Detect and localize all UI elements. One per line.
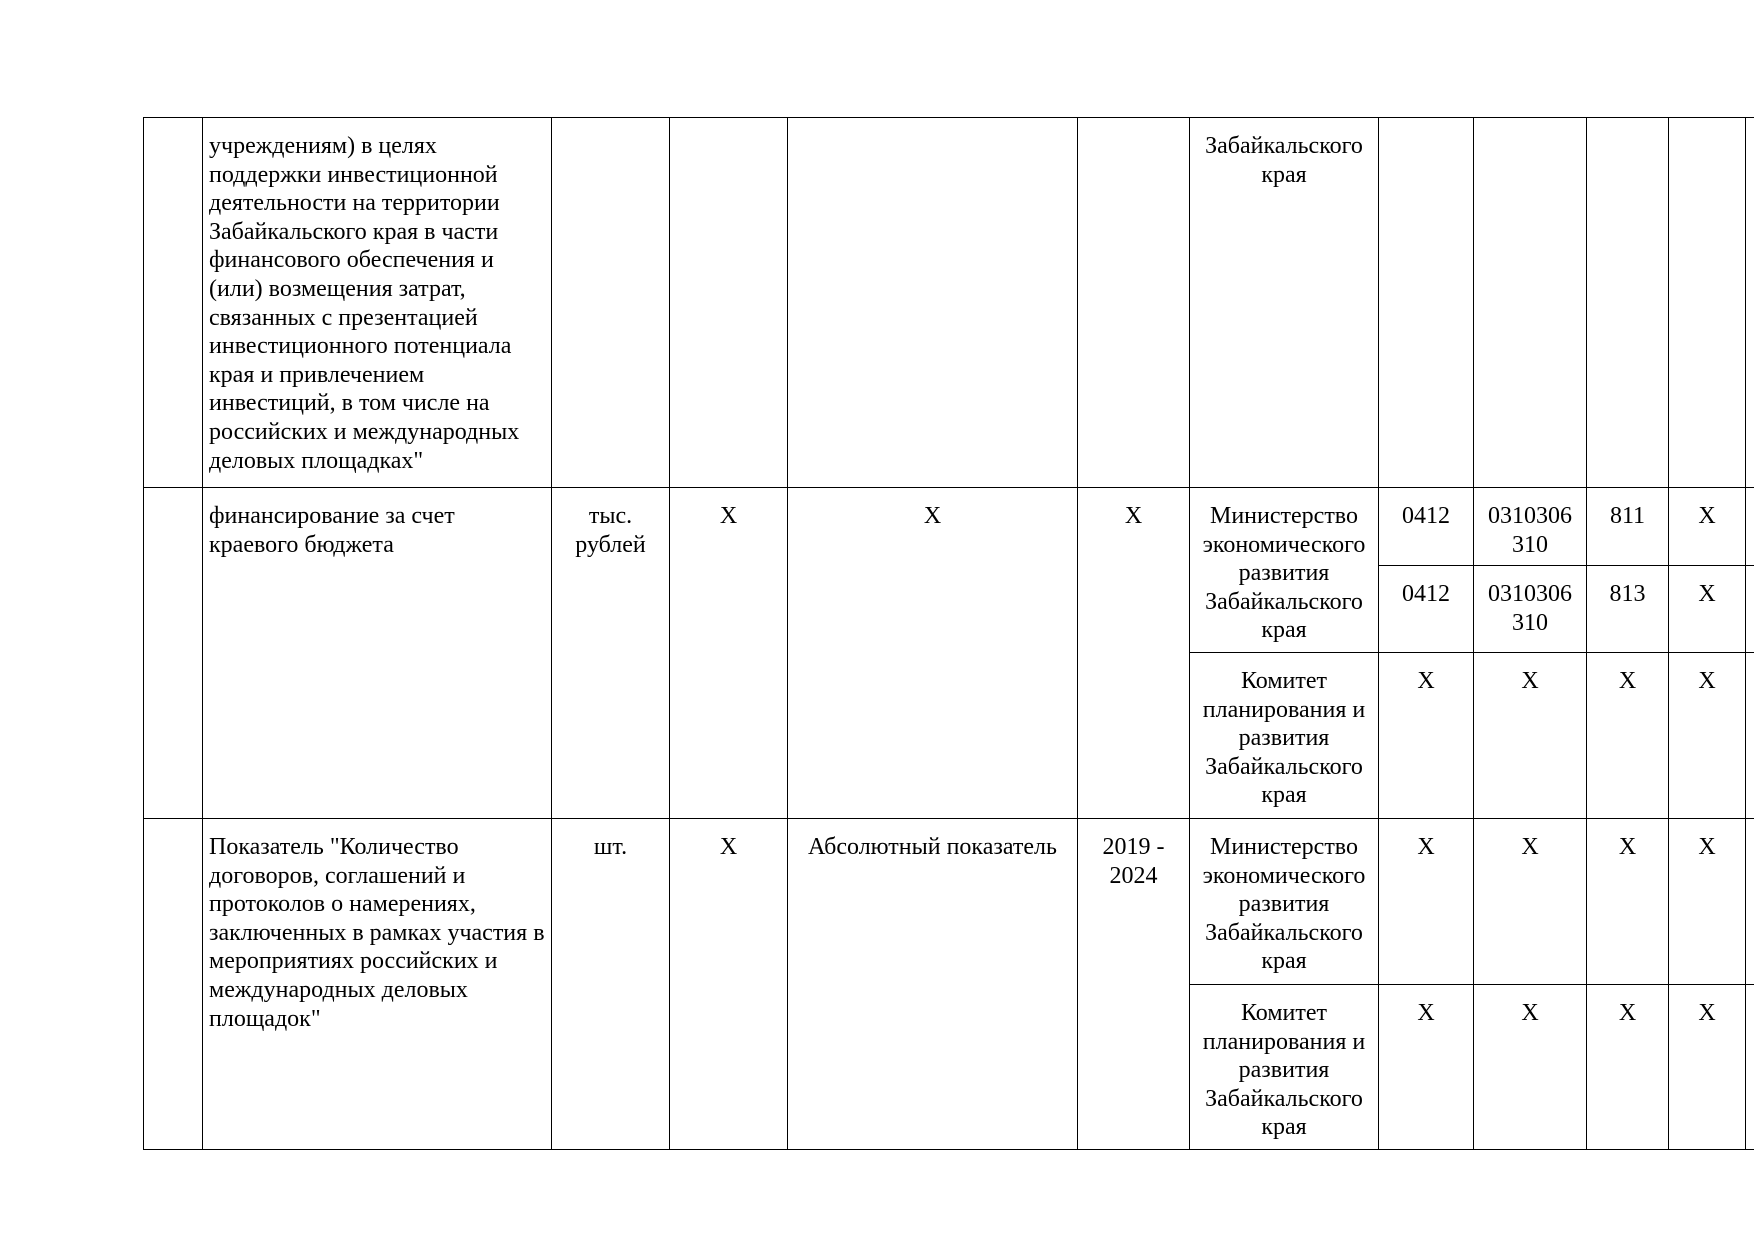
cell-csr: X: [1474, 985, 1587, 1150]
cell-value: [1669, 118, 1746, 488]
cell-value: [1746, 653, 1754, 819]
cell-activity-name: финансирование за счет краевого бюджета: [203, 488, 552, 819]
cell-value: X: [1669, 819, 1746, 985]
cell-executor: Комитет планирования и развития Забайкальского края: [1190, 653, 1379, 819]
cell-value: X: [1669, 566, 1746, 653]
cell-method: [788, 118, 1078, 488]
cell-method: Абсолютный показатель: [788, 819, 1078, 1150]
cell-executor: Комитет планирования и развития Забайкальского края: [1190, 985, 1379, 1150]
cell-unit: [552, 118, 670, 488]
cell-value: [1746, 819, 1754, 985]
cell-vr: [1587, 118, 1669, 488]
cell-base-value: X: [670, 488, 788, 819]
cell-grbs: 0412: [1379, 488, 1474, 566]
cell-number: [144, 488, 203, 819]
cell-grbs: [1379, 118, 1474, 488]
cell-csr: X: [1474, 653, 1587, 819]
cell-base-value: X: [670, 819, 788, 1150]
cell-number: [144, 819, 203, 1150]
cell-vr: X: [1587, 985, 1669, 1150]
cell-grbs: X: [1379, 985, 1474, 1150]
table-row: [144, 819, 1754, 985]
cell-value: [1746, 488, 1754, 566]
cell-executor: Министерство экономического развития Забайкальского края: [1190, 488, 1379, 653]
cell-base-value: [670, 118, 788, 488]
cell-activity-name: учреждениям) в целях поддержки инвестиционной деятельности на территории Забайкальского края в части финансового обеспечения и (или) возмещения затрат, связанных с презентацией инвестиционного потенциала края и привлечением инвестиций, в том числе на российских и международных деловых площадках": [203, 118, 552, 488]
cell-value: [1746, 118, 1754, 488]
cell-grbs: 0412: [1379, 566, 1474, 653]
table-row: [144, 118, 1754, 488]
table-row: [144, 488, 1754, 566]
cell-method: X: [788, 488, 1078, 819]
cell-csr: 0310306 310: [1474, 566, 1587, 653]
cell-value: [1746, 985, 1754, 1150]
cell-period: 2019 - 2024: [1078, 819, 1190, 1150]
cell-grbs: X: [1379, 819, 1474, 985]
cell-value: X: [1669, 985, 1746, 1150]
cell-executor: Министерство экономического развития Забайкальского края: [1190, 819, 1379, 985]
program-table: [143, 117, 1754, 1150]
cell-csr: [1474, 118, 1587, 488]
cell-period: X: [1078, 488, 1190, 819]
cell-number: [144, 118, 203, 488]
cell-vr: X: [1587, 819, 1669, 985]
cell-csr: 0310306 310: [1474, 488, 1587, 566]
cell-grbs: X: [1379, 653, 1474, 819]
cell-vr: X: [1587, 653, 1669, 819]
cell-unit: шт.: [552, 819, 670, 1150]
cell-indicator-name: Показатель "Количество договоров, соглашений и протоколов о намерениях, заключенных в рамках участия в мероприятиях российских и международных деловых площадок": [203, 819, 552, 1150]
cell-csr: X: [1474, 819, 1587, 985]
cell-value: X: [1669, 653, 1746, 819]
cell-value: X: [1669, 488, 1746, 566]
cell-vr: 813: [1587, 566, 1669, 653]
cell-unit: тыс. рублей: [552, 488, 670, 819]
cell-period: [1078, 118, 1190, 488]
cell-vr: 811: [1587, 488, 1669, 566]
cell-value: [1746, 566, 1754, 653]
cell-executor: Забайкальского края: [1190, 118, 1379, 488]
